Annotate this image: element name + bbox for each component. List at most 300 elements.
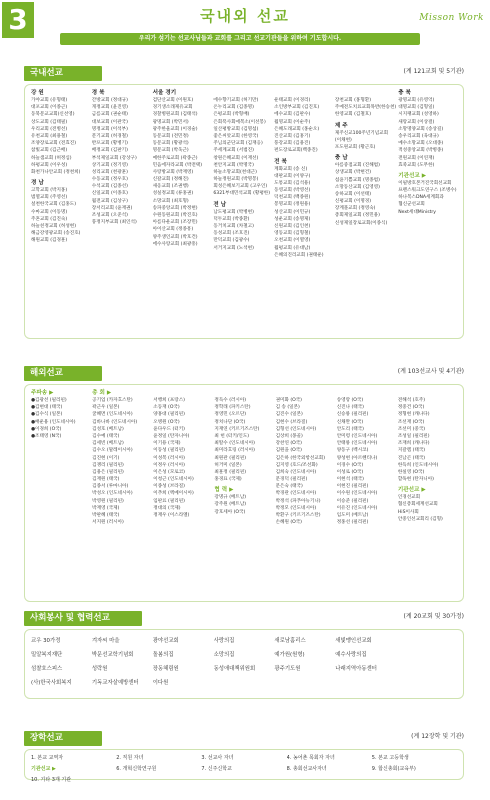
list-column — [334, 89, 397, 259]
list-item: 하평교회 (이우성) — [31, 162, 68, 168]
list-item: 은평교회 (박형배) — [213, 112, 250, 118]
list-item: 10. 기타 3개 기관 — [31, 777, 72, 783]
list-item: 주예전도치료교회목반(한승천) — [334, 105, 397, 111]
list-item: 대명교회 (김형일) — [398, 105, 435, 111]
list-item: 최딸수 (인도네시아) — [214, 441, 255, 447]
list-item: 장서리교회 (윤재권) — [91, 205, 133, 211]
list-item: 경기생소래제유교회 — [152, 105, 193, 111]
list-item: 배정교회 (김판기) — [91, 148, 128, 154]
list-item: 전원교회 (이연재) — [398, 155, 435, 161]
list-item: 1. 본교 교역자 — [31, 755, 64, 761]
list-item: 고학교회 (박지홍) — [31, 188, 68, 194]
list-item: 대보교회 (이관국) — [91, 119, 128, 125]
list-item: 임판료 (필리핀) — [153, 498, 185, 504]
list-item: 새로남홈리스 — [274, 638, 306, 644]
list-item: 최훈정 (필리핀) — [214, 469, 247, 475]
list-column — [30, 389, 91, 526]
list-item: 소망동산교회 (김영영) — [334, 184, 380, 190]
list-item: 8. 총회선교사자녀 — [286, 766, 327, 772]
overseas-section — [24, 366, 464, 602]
list-item: 신채완 (O국) — [336, 419, 364, 425]
list-item: 일산평방교회 (김명섭) — [213, 126, 259, 132]
list-item: 인경선교회 — [397, 495, 421, 501]
region-header: 주파송 ▶ — [31, 390, 54, 396]
list-item: 상기교회 (정기영) — [91, 162, 128, 168]
list-item: 장동혜림원 — [152, 666, 179, 672]
list-item: 박환구 (키르기즈스탄) — [275, 513, 321, 518]
list-item: 강명규 (베트남) — [214, 495, 247, 501]
list-item: 제주신교100주년기념교회 — [334, 130, 389, 136]
list-item: 조재희 (캐나다) — [397, 441, 430, 447]
list-item: 영동교회 (김형철) — [274, 231, 311, 237]
list-item: 강주원 (베트남) — [214, 502, 247, 508]
list-item: 펀도장로교회(백종진) — [274, 148, 318, 154]
list-item: 덕천교회 (백종원) — [274, 195, 311, 201]
list-item: 동북문교교회(신선영) — [31, 112, 75, 118]
list-item: ●배운용 (인도네시아) — [31, 419, 76, 425]
list-item: 정재우 (이스라엘) — [153, 513, 190, 518]
region-header — [214, 389, 273, 397]
mission-work-logo: Misson Work — [419, 13, 484, 23]
list-column — [152, 389, 213, 526]
list-item: (사)한국사회복지 — [31, 680, 72, 686]
list-column — [397, 389, 458, 526]
social-box — [24, 629, 464, 699]
list-item: 은회폭사회애복소(이선봉) — [213, 119, 266, 125]
region-header — [398, 389, 457, 397]
list-item: 광명교회 (박민서) — [152, 119, 189, 125]
list-item: 박영원 (필리핀) — [92, 498, 124, 504]
list-column — [273, 89, 334, 259]
scholarship-box — [24, 749, 464, 783]
region-header: 기관선교 ▶ — [398, 172, 427, 179]
list-item: 검단산교회 (이원호) — [152, 98, 194, 103]
domestic-box — [24, 84, 464, 339]
overseas-count: (계 103선교사 및 4기관) — [397, 368, 464, 375]
list-item: 안중인선교회리 (김형) — [397, 516, 443, 522]
list-item: 수마교회 (이동명) — [31, 209, 68, 215]
list-item: 하늘소망교회(천대근) — [213, 169, 257, 175]
list-item: 김은하 (한국외항선교회) — [275, 455, 325, 461]
list-item: 좋은씨앗교회 (한영국) — [213, 133, 259, 139]
region-header: 강 원 — [31, 90, 44, 96]
list-item: 봉명교회 (정원용) — [274, 202, 311, 208]
region-header — [276, 389, 335, 397]
list-item: 주세계교회 (서범진) — [213, 148, 254, 154]
list-item: 성운교회 (송명제) — [274, 216, 311, 222]
list-item: 이다원 — [152, 680, 169, 686]
list-item: 정형현 (캐나다) — [397, 412, 430, 418]
list-item: 에수향기교회 (허기만) — [213, 98, 259, 103]
social-title: 사회봉사 및 협력선교 — [24, 611, 142, 626]
list-item: 양주생인교회 (박호건) — [152, 234, 198, 240]
region-header: 제 주 — [334, 122, 348, 129]
region-header: 전 남 — [213, 201, 227, 208]
list-item: 도통교회 (김석용) — [274, 180, 311, 186]
list-item: 소망명양교회 (송상길) — [398, 126, 444, 132]
list-column — [213, 389, 274, 526]
list-item: ●조태영 (N국) — [31, 433, 62, 439]
list-item: 김수예 (태국) — [92, 433, 120, 439]
list-item: 7. 신주신학교 — [201, 766, 232, 772]
list-item — [274, 676, 335, 690]
list-item: 운태교회 (이경리) — [274, 98, 311, 103]
list-item: 예한주로교회 (곽종근) — [152, 155, 198, 161]
list-item: 참빛교회 (김근배) — [31, 148, 68, 154]
list-item: 양홍대 (필리핀) — [153, 412, 185, 418]
list-item: 경찰병원교회 (김태석) — [152, 112, 198, 118]
list-item: 김바나바 (인도네시아) — [92, 419, 138, 425]
list-item: 수원동원교회 (박진호) — [152, 213, 198, 218]
list-item: 정홍선 (필리핀) — [336, 520, 369, 526]
list-item: 송파중앙교회 (박정현) — [152, 205, 198, 211]
list-item: 소망교회 (최호형) — [152, 198, 189, 204]
list-item: 이청근 (인도네시아) — [153, 477, 194, 483]
list-item: 윤정일 (탄자니아) — [153, 433, 190, 439]
list-item: 예가원(원형) — [274, 652, 305, 658]
list-item: 굴혜면 (인도네시아) — [92, 412, 133, 418]
list-item: 지갈렘 (태국) — [397, 448, 426, 454]
list-item: 아름중점교회 (진해범) — [334, 163, 380, 169]
social-count: (계 20교회 및 30가정) — [403, 613, 464, 620]
list-item: 이승준 (필리핀) — [336, 498, 369, 504]
list-item: 이추희 (멕메이시아) — [153, 491, 194, 497]
list-item: 안도리 (태국) — [336, 426, 364, 432]
list-item: 김희숙 (인도네시아) — [275, 469, 317, 475]
list-item: 설천한국교회 (김홍도) — [31, 202, 76, 208]
list-item: 손혜원 (O국) — [275, 520, 302, 526]
list-item: 범열교회 (주영선) — [31, 195, 68, 201]
list-item: 강호세아 (O국) — [214, 509, 246, 515]
list-item: 창원은혜교회 (이재선) — [213, 155, 259, 161]
header — [0, 0, 490, 46]
region-header: 충 북 — [398, 90, 411, 96]
list-item: 김수오 (말레이시아) — [92, 448, 133, 454]
list-item: 나래지역아동센터 — [335, 666, 377, 672]
list-item: 광주한울교회 (이경술) — [152, 126, 198, 132]
list-item: 회성은혜보기교회 (고우인) — [213, 184, 268, 190]
list-item: 수동교회 (정우호) — [91, 177, 128, 183]
list-item: 해원교회 (김경훈) — [31, 238, 68, 244]
list-item: (이채현) — [334, 137, 352, 143]
list-item: 이현진 (필리핀) — [336, 484, 369, 490]
list-item: 서지원 (러시아) — [92, 520, 124, 526]
list-item: 에수교회 (김판수) — [274, 112, 311, 118]
list-item: 광주기도원 — [274, 666, 301, 672]
list-item: 서거지교회 (노석현) — [213, 245, 254, 251]
list-item: 이은성 (모로코) — [153, 469, 185, 475]
list-item: 겨자씨 마을 — [91, 638, 120, 644]
list-column — [91, 389, 152, 526]
list-item: 박재영 (국제) — [92, 505, 120, 511]
list-item — [214, 676, 275, 690]
list-item: 계화교회 (송 신) — [274, 166, 308, 172]
region-header: 경 북 — [91, 90, 105, 96]
list-item — [335, 676, 396, 690]
list-item: 예수사랑의집 — [335, 652, 367, 658]
list-item: 오병원 (O국) — [153, 419, 180, 425]
list-item: 금름교회 (권순태) — [91, 112, 128, 118]
list-item: 이기용 (국제) — [153, 441, 181, 447]
list-item: 이종성 (브라질) — [153, 484, 185, 490]
list-item: 협신군선교회 — [398, 202, 425, 208]
list-item: 돌봄의집 — [152, 652, 174, 658]
list-item: 김쟁리 (필리핀) — [92, 462, 124, 468]
list-item: 조성교회 (오준석) — [91, 213, 128, 218]
list-item: 6. 개혁신학연구원 — [116, 766, 157, 772]
list-item: 조양장로교회 (전효진) — [31, 141, 76, 147]
list-item: 권미화 (O국) — [275, 398, 302, 403]
list-item: 하늘친정교회 (허성현) — [31, 224, 76, 229]
list-item: 홍경표 (국제) — [214, 477, 242, 483]
list-item: 풍정지부교회 (최인석) — [91, 220, 137, 226]
list-item: 시지팽교회 (성영하) — [398, 112, 439, 118]
list-item: 소망의집 — [213, 652, 235, 658]
list-item: 우리교회 (전병선) — [31, 126, 68, 132]
list-item: 부석제일교회 (강상구) — [91, 155, 137, 161]
list-item: 사랑방교회 (박재영) — [152, 169, 194, 175]
list-item: 덕두교회 (박종환) — [213, 216, 250, 222]
list-item: 문은숙 (태국) — [275, 484, 303, 490]
list-item: 하나복스DNA세계회과 — [398, 195, 444, 201]
list-item: 동문교회 (황광석) — [152, 141, 189, 147]
list-item: 성락원 — [91, 666, 108, 672]
list-item: 에수사랑교회 (최광흥) — [152, 241, 198, 247]
page-subtitle: 우리가 섬기는 선교사님들과 교회를 그리고 선교기관들을 위하여 기도합시다. — [60, 33, 420, 45]
list-item: 정득수 (러시아) — [214, 398, 247, 403]
list-item: 민음에자라교회 (박전택) — [152, 162, 202, 168]
list-item: 월평교회 (유대남) — [274, 245, 311, 251]
list-item: 기관선교 ▶ — [31, 766, 56, 772]
list-item: HiS이사회 — [397, 509, 419, 515]
list-item: 하늘샘교회 (허정심) — [31, 155, 72, 161]
list-item: 신갈교회 (정해진) — [152, 177, 189, 183]
list-item: 신원교회 (김인천) — [274, 224, 311, 229]
list-item: 오천교회 (이열영) — [274, 238, 311, 244]
list-item — [396, 648, 457, 662]
scholarship-count: (계 12장학 및 기관) — [411, 733, 464, 740]
list-item: 김현수 (브라질) — [275, 419, 308, 425]
region-header: 경 남 — [31, 180, 44, 187]
list-item: 양성현 (아르헨티나) — [336, 455, 378, 461]
list-item: 문경덕 (필리핀) — [275, 477, 308, 483]
list-column — [91, 89, 152, 259]
list-item: 새랑교회 (이상걸) — [398, 119, 435, 125]
list-item: 광야선교회 — [152, 638, 179, 644]
list-item: 동영교회 (박영선) — [274, 188, 311, 194]
list-item: 적성중앙교회 (박병종) — [398, 148, 444, 154]
region-header: 총 회 ▶ — [92, 390, 112, 396]
scholarship-title: 장학선교 — [24, 731, 102, 746]
list-item: 안미령 (인도네시아) — [336, 433, 378, 439]
list-item: 지재연 (키르기즈스탄) — [214, 426, 260, 432]
list-item: ●김광선 (필리핀) — [31, 398, 67, 403]
list-item: 상생교회 (박현건) — [334, 170, 372, 176]
list-item: 새빛맹인선교회 — [335, 638, 372, 644]
list-item: 전해석 (호주) — [397, 398, 426, 403]
list-item: 김진수 (일본) — [275, 412, 303, 418]
list-item: 박정석 (파푸아뉴기니) — [275, 498, 321, 504]
list-item: 명문교회 (박욱근) — [152, 148, 189, 154]
list-item: 조선미 (중국) — [397, 426, 426, 432]
list-item: 김진현 (이기) — [92, 455, 120, 461]
list-item: 대판교회 (이양구) — [274, 173, 311, 179]
list-item — [396, 634, 457, 648]
list-column — [30, 89, 91, 259]
list-item: 소인방부교회 (김진호) — [274, 105, 320, 111]
list-item: 송영랑 (O국) — [336, 398, 364, 403]
list-item: 이성로 (O국) — [336, 469, 364, 475]
list-column — [212, 89, 273, 259]
list-item: 기독교자살예방센터 — [91, 680, 139, 686]
region-header — [213, 89, 272, 97]
list-item: 소동재 (O국) — [153, 405, 180, 411]
list-item: 김원을 (O국) — [275, 448, 302, 454]
list-item: 박성오 (인도네시아) — [92, 491, 133, 497]
list-item: 해금강영광교회 (송진호) — [31, 231, 81, 237]
list-item: 프렌스워크도연구스 (조병수) — [398, 188, 457, 194]
list-item: 밀알복지재단 — [31, 652, 63, 658]
list-item: 광명교회 (유영억) — [398, 98, 435, 103]
region-header: 협 력 ▶ — [214, 487, 234, 494]
page-number: 3 — [2, 2, 34, 38]
list-item: 박경관 (인도네시아) — [275, 491, 317, 497]
list-item: 대포교회 (이종근) — [31, 105, 68, 111]
list-item: 김 송 (일본) — [275, 405, 300, 411]
list-item: 정영민 (오르단) — [214, 412, 247, 418]
list-item: 최미라흐링 (러시아) — [214, 448, 255, 454]
list-item — [396, 662, 457, 676]
list-item: 풍강교회 (김용진) — [274, 141, 311, 147]
list-item: 효죽교회 (도무한) — [398, 162, 435, 168]
list-item: 신성제일장로교회(이종식) — [334, 220, 388, 226]
list-item: 한실영 (O국) — [397, 469, 425, 475]
list-item: 포도원교회 (황근호) — [334, 144, 376, 150]
region-header — [335, 89, 396, 97]
list-item: 수석교회 (김종선) — [91, 184, 128, 190]
region-header: 전 북 — [274, 158, 287, 165]
list-item: 최원관 (필리핀) — [214, 455, 247, 461]
list-item: 이유진 (인도네시아) — [336, 505, 378, 511]
list-item: 신진나 (태국) — [336, 405, 364, 411]
list-item: 서행희 (프랑스) — [153, 398, 185, 403]
list-item: 이현석 (태국) — [336, 477, 364, 483]
list-item: 임도미 (베트남) — [336, 513, 369, 518]
list-item: 섬찰호스피스 — [31, 666, 63, 672]
list-item: 가야교회 (유형태) — [31, 98, 68, 103]
list-item: 정중건 (O국) — [397, 405, 425, 411]
list-item: 6321부대민석교회 (황평한) — [213, 191, 271, 197]
region-header — [337, 389, 396, 397]
list-item: 장계몰교회 (정영숙) — [334, 206, 376, 212]
list-item: 김종서 (루마니아) — [92, 484, 129, 490]
list-item: 만덕교회 (김광수) — [213, 238, 250, 244]
list-item: 월전교회 (김상구) — [91, 198, 128, 204]
list-column — [336, 389, 397, 526]
list-item: 은혜도래교회 (홍순오) — [274, 126, 320, 132]
list-item: 성실정교회 (류홍권) — [152, 191, 194, 197]
list-item: 간방교회 (정대규) — [91, 98, 128, 103]
list-item: 할독현 (탄자니아) — [397, 477, 434, 483]
list-item: 정치나단 (O국) — [214, 419, 246, 425]
list-item: 하늘정원교회 (박명봉) — [213, 177, 259, 183]
list-item: 한영교회 (김철호) — [334, 112, 372, 118]
domestic-title: 국내선교 — [24, 66, 102, 81]
list-item: 박정모 (인도네시아) — [275, 505, 317, 511]
list-item: 성산교회 (이민규) — [274, 209, 311, 215]
list-item: 유천교회 (최용철) — [31, 133, 68, 139]
list-item: 곽근우 (일본) — [92, 405, 120, 411]
list-item: 동성교회 (조호진) — [213, 231, 250, 237]
list-item: 주님의군단교회 (김재응) — [213, 141, 263, 147]
list-item: 허거미 (일본) — [214, 462, 242, 468]
list-item: 2. 직원 자녀 — [116, 755, 144, 761]
list-item: 윤다우드 (터키) — [153, 426, 185, 432]
list-item: 정대의 (국제) — [153, 505, 181, 511]
list-item: 동거치교회 (차철고) — [213, 224, 254, 229]
list-item: 김성호 (베트남) — [92, 426, 124, 432]
list-item: 공기업 (카자흐스탄) — [92, 398, 133, 403]
list-item — [396, 676, 457, 690]
list-item: 천안지교회 (박명국) — [213, 162, 254, 168]
list-item: 진산교회 (김홍기) — [274, 133, 311, 139]
list-item: 화천가나안교회 (정천희) — [31, 169, 81, 175]
list-item: 아이산교회 (정종흥) — [152, 227, 194, 233]
list-item: 반포교회 (황병기) — [91, 141, 128, 147]
list-item: 4. 농어촌 목회자 자녀 — [286, 755, 335, 761]
list-item: 한득희 (인도네시아) — [397, 462, 439, 468]
list-item: 은혜의진리교회 (권태운) — [274, 252, 324, 258]
social-section — [24, 611, 464, 699]
list-item: 김상희 (몽골) — [275, 433, 303, 439]
list-item: 강찬연 (O국) — [275, 441, 302, 447]
list-item: 박문선교학기념회 — [91, 652, 134, 658]
region-header — [274, 89, 333, 97]
list-item: 9. 합신총회(교육부) — [371, 766, 416, 772]
list-item: 안태룡 (인도네시아) — [336, 441, 378, 447]
list-item: 상도교회 (김태필) — [31, 119, 68, 125]
page-title: 국내외 선교 — [200, 7, 290, 25]
list-column — [152, 89, 213, 259]
list-item: 섭윤기쁨교회 (명종범) — [334, 177, 380, 183]
list-item: 조성일 (필리핀) — [397, 433, 430, 439]
overseas-title: 해외선교 — [24, 366, 102, 381]
domestic-count: (계 121교회 및 5기관) — [403, 68, 464, 75]
list-item: 주혼교회 (김진숙) — [31, 216, 68, 222]
list-item: 새옹교회 (조권행) — [152, 184, 189, 190]
list-item: 신승룡 (필리핀) — [336, 412, 369, 418]
list-item: 송우리교회 (육대규) — [398, 133, 439, 139]
list-item: 송하교회 (이선태) — [334, 191, 372, 197]
list-item: 이경수 (O국) — [336, 462, 364, 468]
list-item: 이동성 (필리핀) — [153, 448, 185, 454]
list-item: 김용은 (필리핀) — [92, 469, 124, 475]
list-item: 3. 선교사 자녀 — [201, 755, 234, 761]
list-item: 박판혜 (태국) — [92, 513, 120, 518]
region-header — [153, 389, 212, 397]
scholarship-section — [24, 731, 464, 783]
list-item: 동성애대책위원회 — [213, 666, 256, 672]
list-item: 5. 본교 고등학생 — [371, 755, 409, 761]
list-item: ●김수식 (일본) — [31, 412, 63, 418]
list-item: 남도평교회 (박병현) — [213, 209, 254, 215]
list-item: 동문교회 (전민정) — [152, 133, 189, 139]
list-item: 김형선 (인도네시아) — [275, 426, 317, 432]
list-item: 김재원 (태국) — [92, 477, 120, 483]
region-header: 서울 경기 — [152, 90, 177, 96]
list-item: 양동구 (벡시코) — [336, 448, 369, 454]
list-item: ●이경희 (O국) — [31, 426, 62, 432]
